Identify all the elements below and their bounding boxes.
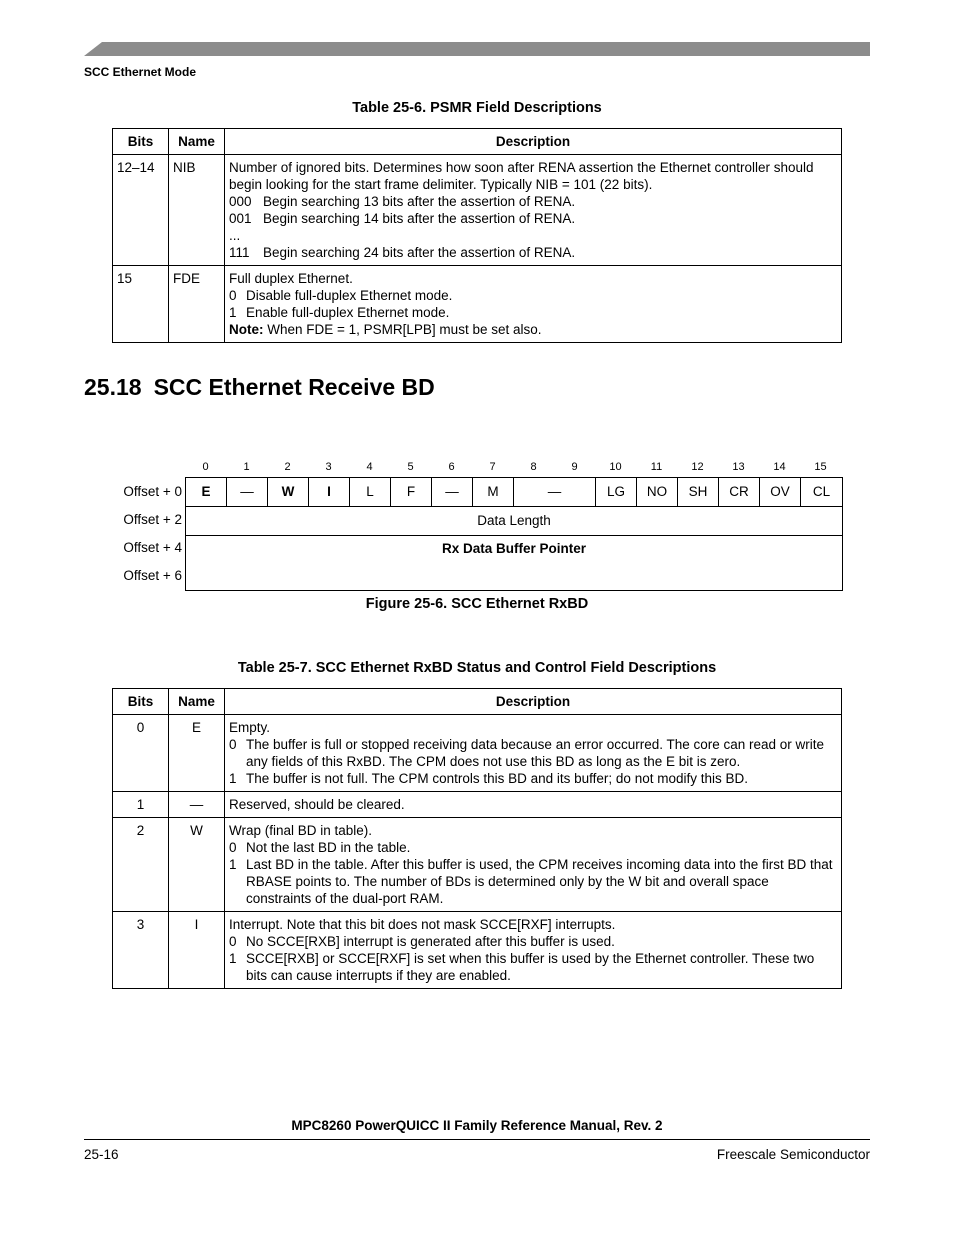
- field-lg: LG: [596, 478, 637, 506]
- bit-number-row: [185, 461, 842, 475]
- description-item: 001 Begin searching 14 bits after the assertion of RENA.: [229, 211, 576, 226]
- bit-number: 0: [202, 461, 209, 473]
- bit-number: 1: [243, 461, 250, 473]
- table-row: [113, 912, 842, 989]
- table-row: [113, 715, 842, 792]
- bit-number: 4: [366, 461, 373, 473]
- field-no: NO: [637, 478, 678, 506]
- description-item: 1 The buffer is not full. The CPM controls this BD and its buffer; do not modify this BD.: [229, 771, 748, 786]
- psmr-field-table: [112, 128, 842, 343]
- bit-number: 10: [609, 461, 622, 473]
- page-number: 25-16: [84, 1147, 119, 1162]
- rx-data-buffer-pointer-field: Rx Data Buffer Pointer: [441, 541, 587, 556]
- table-row: [113, 792, 842, 818]
- bit-number: 5: [407, 461, 414, 473]
- running-head: SCC Ethernet Mode: [84, 65, 197, 79]
- footer-divider: [84, 1139, 870, 1140]
- field-i: I: [309, 478, 350, 506]
- description-note: Note: When FDE = 1, PSMR[LPB] must be set also.: [229, 322, 542, 337]
- table-header-row: [113, 129, 842, 155]
- description-text: Number of ignored bits. Determines how soon after RENA assertion the Ethernet controller should begin looking for the start frame delimiter. Typically NIB = 101 (22 bits).: [229, 160, 814, 192]
- field-cr: CR: [719, 478, 760, 506]
- bit-number: 14: [773, 461, 786, 473]
- bit-number: 6: [448, 461, 455, 473]
- description-text: Interrupt. Note that this bit does not mask SCCE[RXF] interrupts.: [229, 917, 616, 932]
- description-item: 111 Begin searching 24 bits after the assertion of RENA.: [229, 245, 576, 260]
- bit-number: 13: [732, 461, 745, 473]
- field-reserved: —: [514, 478, 596, 506]
- field-reserved: —: [432, 478, 473, 506]
- table-row: [113, 155, 842, 266]
- field-m: M: [473, 478, 514, 506]
- bit-number: 3: [325, 461, 332, 473]
- description-cell: [225, 818, 842, 912]
- header-banner: [84, 42, 870, 56]
- name-cell: —: [169, 792, 225, 818]
- bit-number: 7: [489, 461, 496, 473]
- register-row-offset-0: [186, 478, 842, 507]
- description-cell: [225, 715, 842, 792]
- data-length-field: Data Length: [186, 507, 842, 536]
- bit-number: 9: [571, 461, 578, 473]
- rxbd-field-table: [112, 688, 842, 989]
- table2-caption: Table 25-7. SCC Ethernet RxBD Status and Control Field Descriptions: [237, 660, 717, 676]
- table-row: [113, 818, 842, 912]
- offset-label: Offset + 4: [123, 540, 182, 555]
- field-ov: OV: [760, 478, 801, 506]
- bit-number: 8: [530, 461, 537, 473]
- description-cell: [225, 155, 842, 266]
- description-item: 0 Disable full-duplex Ethernet mode.: [229, 288, 453, 303]
- bits-cell: 12–14: [113, 155, 169, 266]
- figure-caption: Figure 25-6. SCC Ethernet RxBD: [365, 596, 589, 612]
- description-cell: [225, 266, 842, 343]
- bit-number: 2: [284, 461, 291, 473]
- field-e: E: [186, 478, 227, 506]
- field-w: W: [268, 478, 309, 506]
- description-text: Wrap (final BD in table).: [229, 823, 373, 838]
- description-text: Empty.: [229, 720, 271, 735]
- col-header-bits: Bits: [113, 689, 169, 715]
- col-header-description: Description: [225, 689, 842, 715]
- section-number: 25.18: [84, 374, 142, 400]
- bit-number: 15: [814, 461, 827, 473]
- section-title: SCC Ethernet Receive BD: [153, 374, 435, 400]
- bits-cell: 2: [113, 818, 169, 912]
- table1-caption: Table 25-6. PSMR Field Descriptions: [352, 100, 602, 116]
- name-cell: I: [169, 912, 225, 989]
- name-cell: E: [169, 715, 225, 792]
- description-item: 0 No SCCE[RXB] interrupt is generated after this buffer is used.: [229, 934, 615, 949]
- col-header-bits: Bits: [113, 129, 169, 155]
- bit-number: 12: [691, 461, 704, 473]
- rxbd-register-diagram: [185, 477, 843, 591]
- description-text: Full duplex Ethernet.: [229, 271, 353, 286]
- offset-label: Offset + 2: [123, 512, 182, 527]
- bit-number: 11: [650, 461, 663, 473]
- col-header-name: Name: [169, 689, 225, 715]
- field-reserved: —: [227, 478, 268, 506]
- description-item: 0 Not the last BD in the table.: [229, 840, 411, 855]
- offset-label: Offset + 0: [123, 484, 182, 499]
- description-item: 1 Last BD in the table. After this buffer is used, the CPM receives incoming data into the first BD that RBASE points to. The number of BDs is determined only by the W bit and overall space constraints of the dual-port RAM.: [229, 857, 833, 906]
- description-item: 1 SCCE[RXB] or SCCE[RXF] is set when this buffer is used by the Ethernet controller. These two bits can cause interrupts if they are enabled.: [229, 951, 815, 983]
- bits-cell: 0: [113, 715, 169, 792]
- name-cell: W: [169, 818, 225, 912]
- bits-cell: 1: [113, 792, 169, 818]
- field-l: L: [350, 478, 391, 506]
- description-item: 1 Enable full-duplex Ethernet mode.: [229, 305, 450, 320]
- description-cell: [225, 792, 842, 818]
- bits-cell: 15: [113, 266, 169, 343]
- description-ellipsis: ...: [229, 228, 241, 243]
- table-row: [113, 266, 842, 343]
- section-heading: [84, 374, 435, 401]
- company-name: Freescale Semiconductor: [716, 1147, 870, 1162]
- description-cell: [225, 912, 842, 989]
- col-header-name: Name: [169, 129, 225, 155]
- description-text: Reserved, should be cleared.: [229, 797, 405, 812]
- description-item: 0 The buffer is full or stopped receiving data because an error occurred. The core can read or write any fields of this RxBD. The CPM does not use this BD as long as the E bit is zero.: [229, 737, 825, 769]
- field-sh: SH: [678, 478, 719, 506]
- field-cl: CL: [812, 484, 831, 499]
- offset-label: Offset + 6: [123, 568, 182, 583]
- col-header-description: Description: [225, 129, 842, 155]
- name-cell: NIB: [169, 155, 225, 266]
- footer-manual-title: MPC8260 PowerQUICC II Family Reference Manual, Rev. 2: [291, 1118, 663, 1133]
- field-f: F: [391, 478, 432, 506]
- table-header-row: [113, 689, 842, 715]
- bits-cell: 3: [113, 912, 169, 989]
- name-cell: FDE: [169, 266, 225, 343]
- description-item: 000 Begin searching 13 bits after the assertion of RENA.: [229, 194, 576, 209]
